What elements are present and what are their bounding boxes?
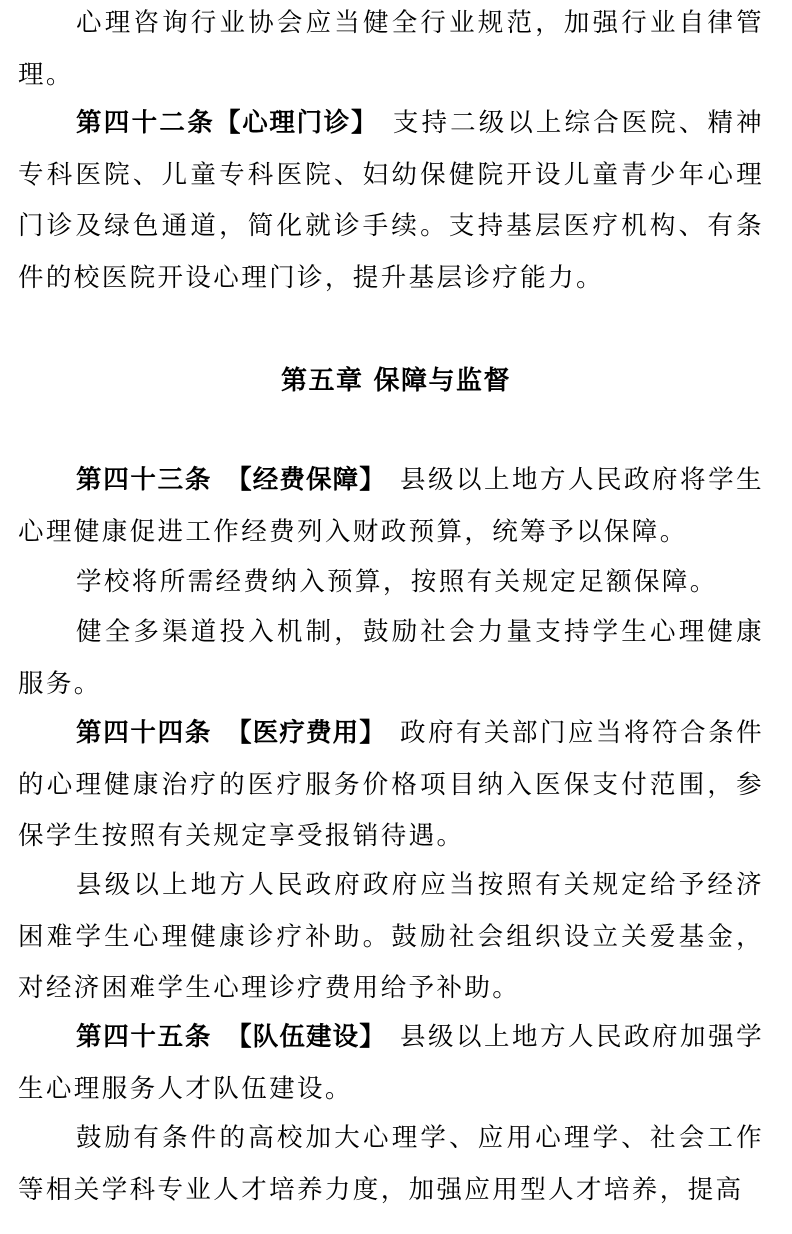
paragraph-school-budget bbox=[18, 557, 764, 609]
chapter-title: 保障与监督 bbox=[373, 366, 512, 396]
article-43 bbox=[18, 455, 764, 558]
article-42 bbox=[18, 98, 764, 304]
article-number: 第四十四条 bbox=[76, 718, 213, 748]
paragraph-text: 心理咨询行业协会应当健全行业规范，加强行业自律管理。 bbox=[18, 8, 764, 90]
article-45 bbox=[18, 1012, 764, 1115]
article-text: 政府有关部门应当将符合条件的心理健康治疗的医疗服务价格项目纳入医保支付范围，参保学生按照有关规定享受报销待遇。 bbox=[18, 718, 764, 851]
paragraph-text: 学校将所需经费纳入预算，按照有关规定足额保障。 bbox=[76, 567, 718, 597]
chapter-number: 第五章 bbox=[280, 366, 364, 396]
paragraph-text: 鼓励有条件的高校加大心理学、应用心理学、社会工作等相关学科专业人才培养力度，加强应用型人才培养，提高 bbox=[18, 1123, 764, 1205]
article-number: 第四十三条 bbox=[76, 465, 213, 495]
paragraph-subsidy bbox=[18, 860, 764, 1015]
paragraph-talent-training bbox=[18, 1113, 764, 1216]
article-title: 【医疗费用】 bbox=[226, 718, 386, 748]
article-text: 支持二级以上综合医院、精神专科医院、儿童专科医院、妇幼保健院开设儿童青少年心理门诊及绿色通道，简化就诊手续。支持基层医疗机构、有条件的校医院开设心理门诊，提升基层诊疗能力。 bbox=[18, 108, 764, 293]
article-text: 县级以上地方人民政府加强学生心理服务人才队伍建设。 bbox=[18, 1022, 764, 1104]
paragraph-funding-channels bbox=[18, 607, 764, 710]
article-title: 【队伍建设】 bbox=[226, 1022, 386, 1052]
chapter-heading bbox=[0, 361, 792, 401]
article-text: 县级以上地方人民政府将学生心理健康促进工作经费列入财政预算，统筹予以保障。 bbox=[18, 465, 764, 547]
article-number: 第四十二条 bbox=[76, 108, 215, 138]
article-title: 【经费保障】 bbox=[226, 465, 386, 495]
paragraph-text: 县级以上地方人民政府政府应当按照有关规定给予经济困难学生心理健康诊疗补助。鼓励社会组织设立关爱基金，对经济困难学生心理诊疗费用给予补助。 bbox=[18, 870, 764, 1003]
article-number: 第四十五条 bbox=[76, 1022, 213, 1052]
paragraph-industry-association bbox=[18, 0, 764, 101]
paragraph-text: 健全多渠道投入机制，鼓励社会力量支持学生心理健康服务。 bbox=[18, 617, 764, 699]
article-title: 【心理门诊】 bbox=[215, 108, 379, 138]
article-44 bbox=[18, 708, 764, 863]
